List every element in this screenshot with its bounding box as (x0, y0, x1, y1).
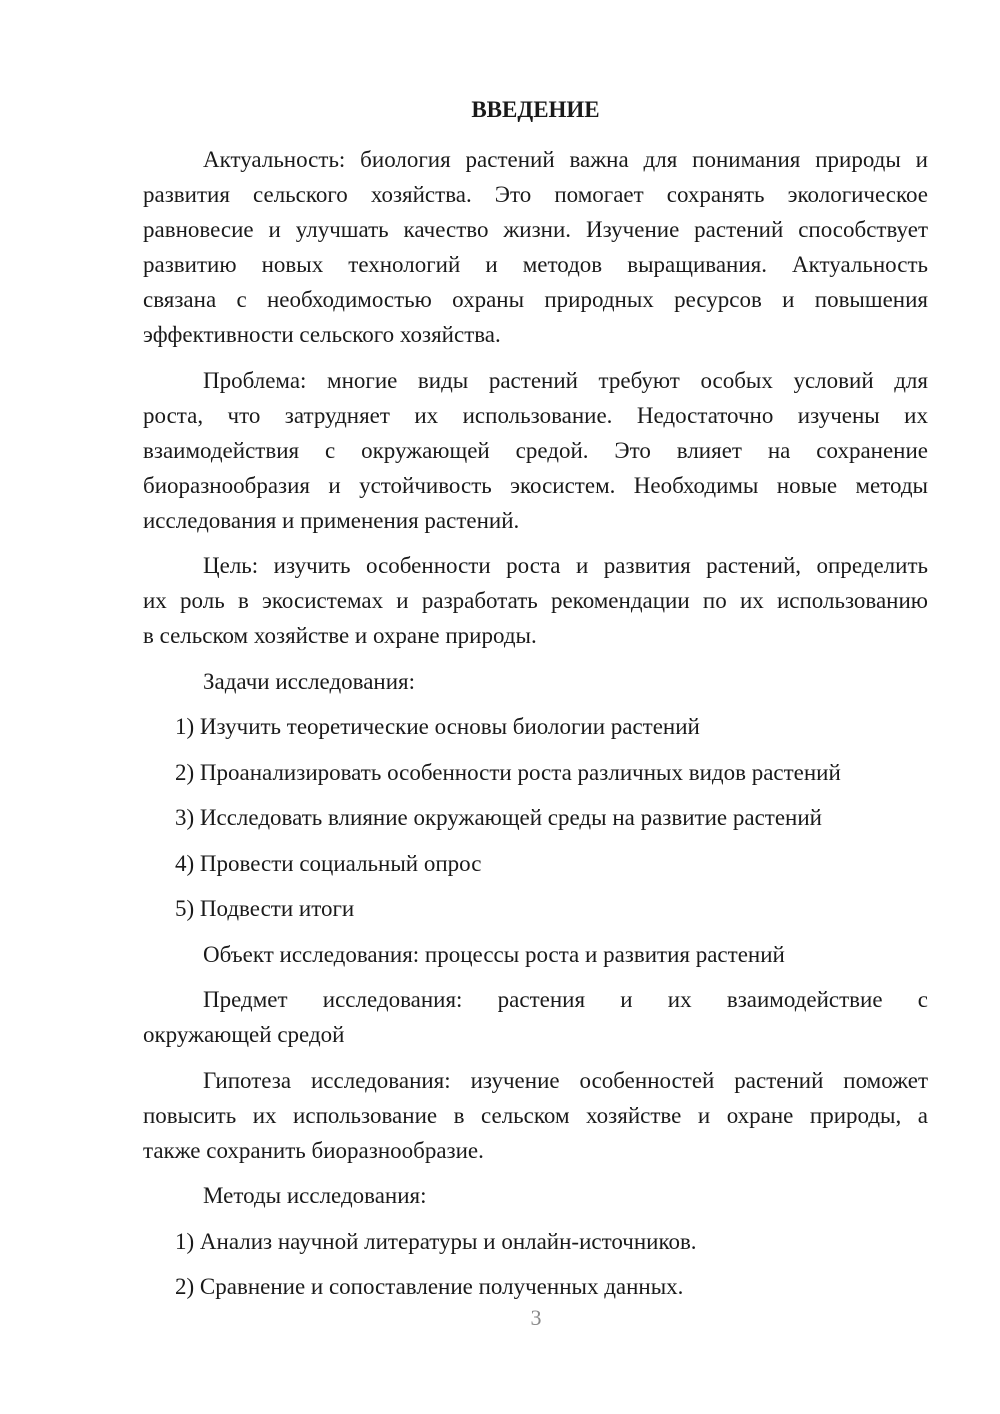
list-item (143, 1269, 928, 1304)
text-line: 1) Изучить теоретические основы биологии растений (175, 714, 700, 739)
text-line: 2) Сравнение и сопоставление полученных данных. (175, 1274, 684, 1299)
list-item (143, 846, 928, 881)
text-line: 4) Провести социальный опрос (175, 850, 482, 876)
text-line: Гипотеза исследования: изучение особенностей растений поможет (203, 1067, 928, 1093)
text-line: связана с необходимостью охраны природных ресурсов и повышения (143, 287, 928, 312)
text-line: Проблема: многие виды растений требуют особых условий для (203, 367, 928, 393)
text-line: Объект исследования: процессы роста и развития растений (203, 941, 785, 967)
paragraph (143, 982, 928, 1052)
list-item (143, 800, 928, 835)
page-number: 3 (530, 1305, 542, 1330)
list-item (143, 709, 928, 744)
document-body (143, 142, 928, 1304)
text-line: эффективности сельского хозяйства. (143, 322, 501, 347)
paragraph (143, 937, 928, 972)
section-title: ВВЕДЕНИЕ (471, 97, 600, 122)
text-line: 2) Проанализировать особенности роста различных видов растений (175, 759, 841, 785)
text-line: Задачи исследования: (203, 668, 416, 694)
text-line: развития сельского хозяйства. Это помогает сохранять экологическое (143, 182, 928, 207)
text-line: 3) Исследовать влияние окружающей среды на развитие растений (175, 805, 822, 830)
list-item (143, 755, 928, 790)
list-item (143, 891, 928, 926)
text-line: в сельском хозяйстве и охране природы. (143, 623, 537, 648)
text-line: Актуальность: биология растений важна для понимания природы и (203, 147, 928, 172)
text-line: 5) Подвести итоги (175, 896, 355, 921)
text-line: роста, что затрудняет их использование. Недостаточно изучены их (143, 402, 928, 428)
paragraph (143, 664, 928, 699)
paragraph (143, 363, 928, 538)
text-line: повысить их использование в сельском хозяйстве и охране природы, а (143, 1102, 928, 1128)
text-line: также сохранить биоразнообразие. (143, 1137, 484, 1163)
text-line: Методы исследования: (203, 1183, 427, 1208)
list-item (143, 1224, 928, 1259)
paragraph (143, 548, 928, 653)
text-line: 1) Анализ научной литературы и онлайн-источников. (175, 1228, 697, 1254)
paragraph (143, 142, 928, 352)
text-line: развитию новых технологий и методов выращивания. Актуальность (143, 252, 928, 277)
text-line: равновесие и улучшать качество жизни. Изучение растений способствует (143, 217, 928, 242)
paragraph (143, 1063, 928, 1168)
text-line: биоразнообразия и устойчивость экосистем. Необходимы новые методы (143, 472, 928, 498)
text-line: исследования и применения растений. (143, 507, 520, 533)
text-line: Цель: изучить особенности роста и развития растений, определить (203, 553, 928, 578)
text-line: Предмет исследования: растения и их взаимодействие с (203, 987, 928, 1012)
document-page (143, 92, 928, 1315)
paragraph (143, 1178, 928, 1213)
text-line: окружающей средой (143, 1022, 345, 1047)
text-line: их роль в экосистемах и разработать рекомендации по их использованию (143, 588, 928, 613)
text-line: взаимодействия с окружающей средой. Это влияет на сохранение (143, 437, 928, 463)
